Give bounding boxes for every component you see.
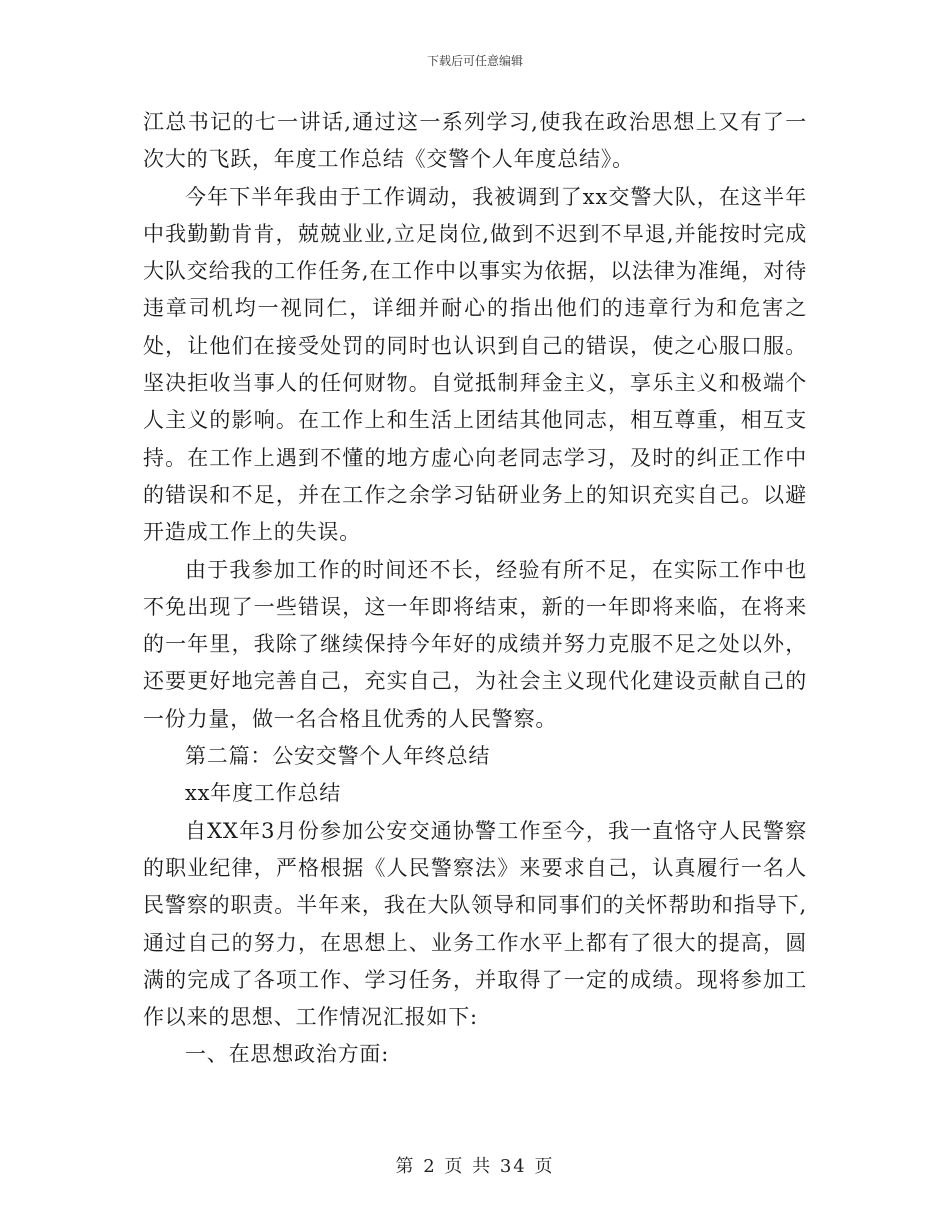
paragraph-2: 今年下半年我由于工作调动，我被调到了xx交警大队，在这半年中我勤勤肯肯，兢兢业业,立足岗位,做到不迟到不早退,并能按时完成大队交给我的工作任务,在工作中以事实为依据，以法律为准绳，对待违章司机均一视同仁，详细并耐心的指出他们的违章行为和危害之处，让他们在接受处罚的同时也认识到自己的错误，使之心服口服。坚决拒收当事人的任何财物。自觉抵制拜金主义，享乐主义和极端个人主义的影响。在工作上和生活上团结其他同志，相互尊重，相互支持。在工作上遇到不懂的地方虚心向老同志学习，及时的纠正工作中的错误和不足，并在工作之余学习钻研业务上的知识充实自己。以避开造成工作上的失误。 xyxy=(143,184,807,545)
paragraph-4: 自XX年3月份参加公安交通协警工作至今，我一直恪守人民警察的职业纪律，严格根据《人民警察法》来要求自己，认真履行一名人民警察的职责。半年来，我在大队领导和同事们的关怀帮助和指导下,通过自己的努力，在思想上、业务工作水平上都有了很大的提高，圆满的完成了各项工作、学习任务，并取得了一定的成绩。现将参加工作以来的思想、工作情况汇报如下: xyxy=(143,818,807,1030)
header-note: 下载后可任意编辑 xyxy=(426,54,523,68)
document-body xyxy=(143,104,807,1074)
section-title: 第二篇：公安交警个人年终总结 xyxy=(185,744,491,769)
point-heading: 一、在思想政治方面: xyxy=(185,1042,390,1067)
page-number: 第 2 页 共 34 页 xyxy=(395,1156,555,1177)
paragraph-1: 江总书记的七一讲话,通过这一系列学习,使我在政治思想上又有了一次大的飞跃，年度工作总结《交警个人年度总结》。 xyxy=(143,110,807,172)
paragraph-3: 由于我参加工作的时间还不长，经验有所不足，在实际工作中也不免出现了一些错误，这一年即将结束，新的一年即将来临，在将来的一年里，我除了继续保持今年好的成绩并努力克服不足之处以外，还要更好地完善自己，充实自己，为社会主义现代化建设贡献自己的一份力量，做一名合格且优秀的人民警察。 xyxy=(143,557,807,731)
subsection-title: xx年度工作总结 xyxy=(185,781,342,806)
